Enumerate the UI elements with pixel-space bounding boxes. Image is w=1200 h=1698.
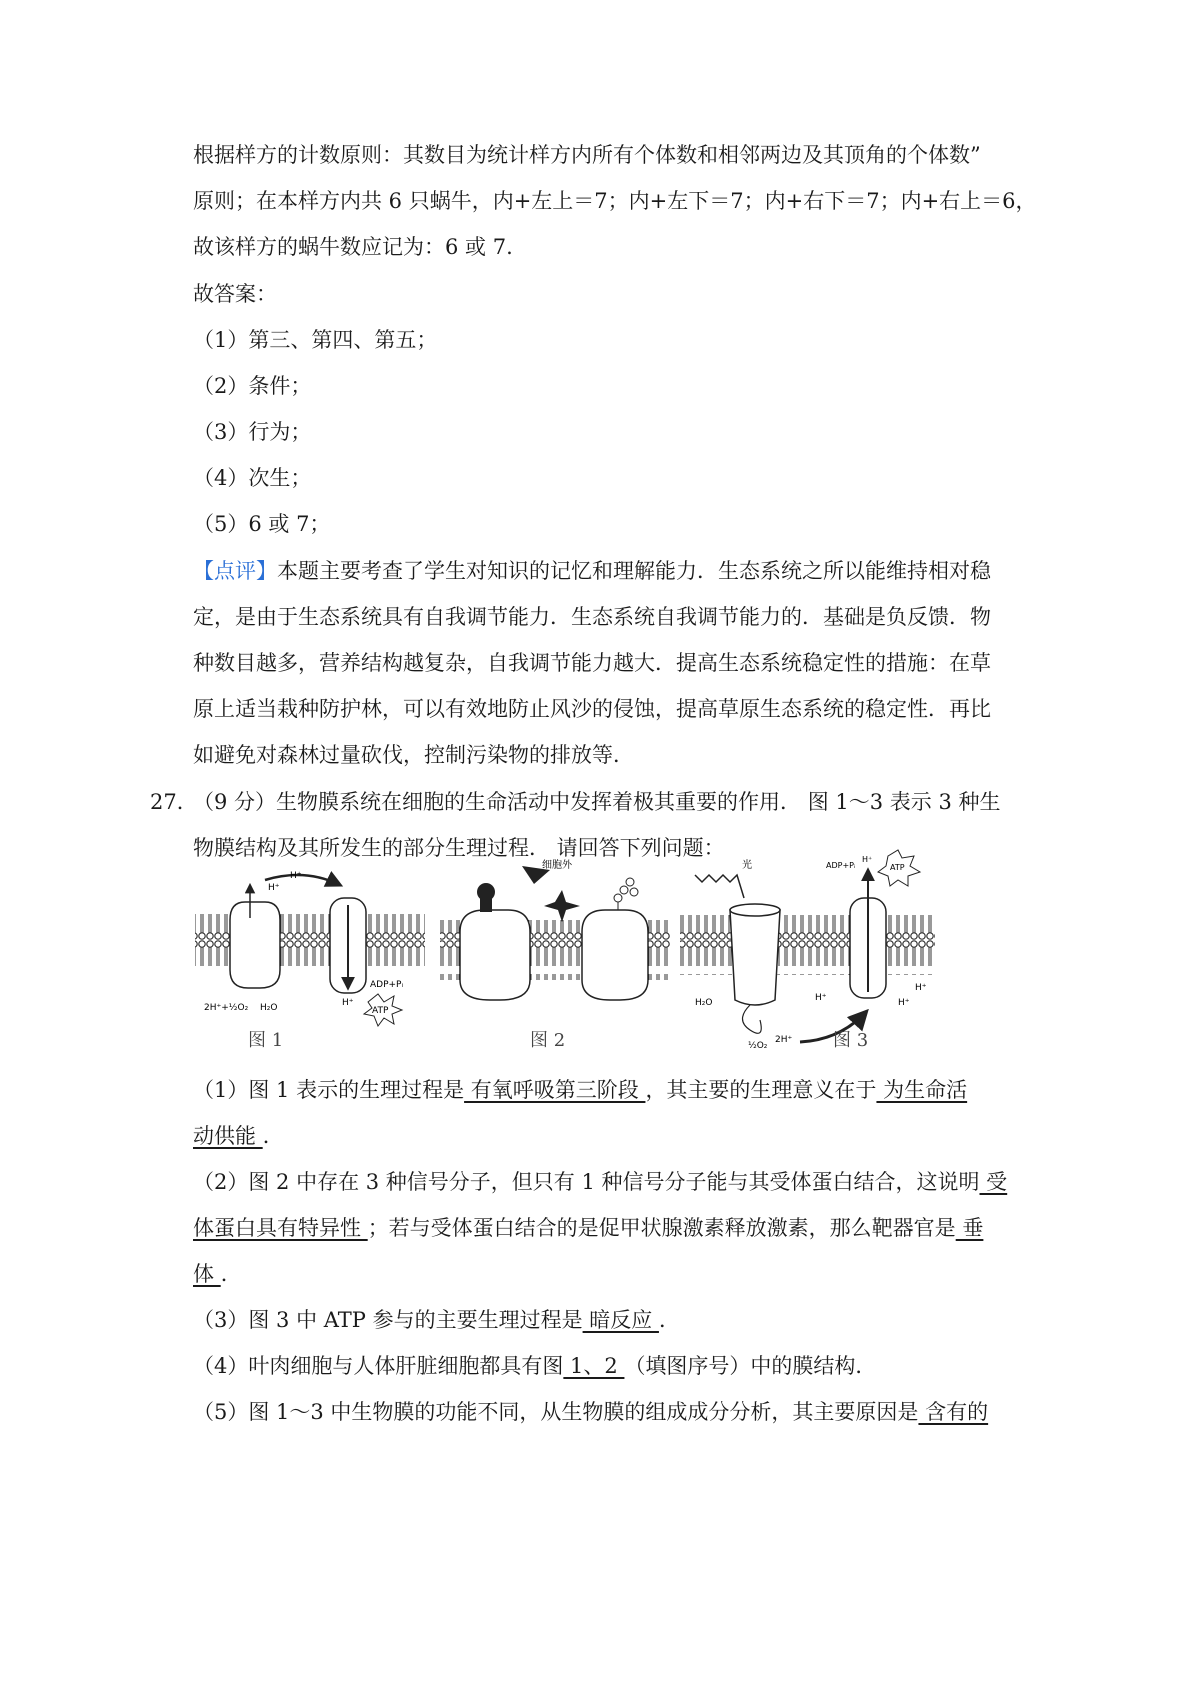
fig3-light-label: 光 [742,860,752,871]
q4-answer: 1、2 [563,1354,625,1378]
fig1-water-label: H₂O [260,1003,278,1013]
q3-text: （3）图 3 中 ATP 参与的主要生理过程是 [193,1308,583,1332]
question-line: （9 分）生物膜系统在细胞的生命活动中发挥着极其重要的作用． 图 1～3 表示 3 种生 [193,790,1001,814]
q1-answer-2: 为生命活 [876,1078,968,1102]
subquestion-2-cont [193,1259,242,1289]
answer-item: （4）次生； [193,466,312,490]
q2-text: （2）图 2 中存在 3 种信号分子，但只有 1 种信号分子能与其受体蛋白结合，这说明 [193,1170,980,1194]
question-line: 物膜结构及其所发生的部分生理过程． 请回答下列问题： [193,836,725,860]
membrane-figures [190,855,1010,1060]
question-number: 27． [150,790,198,814]
fig1-reaction-label: 2H⁺+½O₂ [204,1003,249,1013]
fig1-h-label: H⁺ [342,998,354,1008]
fig3-h-label: H⁺ [862,855,873,864]
q1-text: ，其主要的生理意义在于 [645,1078,877,1102]
subquestion-3 [193,1305,680,1335]
figure-1-caption: 图 1 [248,1030,284,1051]
q2-answer-cont: 体蛋白具有特异性 [193,1216,368,1240]
comment-line: 定，是由于生态系统具有自我调节能力．生态系统自我调节能力的．基础是负反馈．物 [193,605,991,629]
answer-item: （1）第三、第四、第五； [193,328,438,352]
subquestion-1-cont [193,1121,284,1151]
subquestion-2 [193,1167,1007,1197]
figure-2-caption: 图 2 [530,1030,566,1051]
q5-text: （5）图 1～3 中生物膜的功能不同，从生物膜的组成成分分析，其主要原因是 [193,1400,919,1424]
q4-text: （4）叶肉细胞与人体肝脏细胞都具有图 [193,1354,564,1378]
comment-line: 原上适当栽种防护林，可以有效地防止风沙的侵蚀，提高草原生态系统的稳定性．再比 [193,697,991,721]
fig3-water-label: H₂O [695,998,713,1008]
fig1-adp-label: ADP+Pᵢ [370,980,404,990]
fig3-h-label: H⁺ [898,998,910,1008]
q1-end: ． [262,1124,284,1148]
fig1-h-label: H⁺ [290,871,302,881]
q1-answer-2-cont: 动供能 [193,1124,263,1148]
answer-item: （2）条件； [193,374,312,398]
comment-line [193,556,991,586]
analysis-line: 原则；在本样方内共 6 只蜗牛，内+左上＝7；内+左下＝7；内+右下＝7；内+右上＝6， [193,189,1037,213]
q2-answer-2-cont: 体 [193,1262,221,1286]
figure-1 [195,871,425,1026]
fig3-o2-label: ½O₂ [748,1041,768,1051]
comment-line: 种数目越多，营养结构越复杂，自我调节能力越大．提高生态系统稳定性的措施：在草 [193,651,991,675]
q2-end: ． [220,1262,242,1286]
q1-text: （1）图 1 表示的生理过程是 [193,1078,465,1102]
analysis-line: 故该样方的蜗牛数应记为：6 或 7. [193,235,513,259]
figure-3-caption: 图 3 [833,1030,869,1051]
subquestion-2-cont [193,1213,983,1243]
analysis-line: 根据样方的计数原则：其数目为统计样方内所有个体数和相邻两边及其顶角的个体数” [193,143,981,167]
q2-answer-2: 垂 [955,1216,984,1240]
fig2-outside-label: 细胞外 [542,860,572,871]
subquestion-4 [193,1351,876,1381]
comment-text: 本题主要考查了学生对知识的记忆和理解能力．生态系统之所以能维持相对稳 [277,559,991,583]
answer-item: （5）6 或 7； [193,512,331,536]
subquestion-5 [193,1397,988,1427]
q3-answer: 暗反应 [582,1308,659,1332]
q1-answer: 有氧呼吸第三阶段 [464,1078,646,1102]
answer-heading: 故答案： [193,282,277,306]
fig1-atp-label: ATP [372,1006,389,1016]
fig3-h-label: H⁺ [915,983,927,993]
fig1-h-label: H⁺ [268,883,280,893]
q2-answer: 受 [979,1170,1008,1194]
figure-2 [440,858,670,1000]
fig3-adp-label: ADP+Pᵢ [826,861,856,870]
fig3-atp-label: ATP [890,863,905,872]
fig3-h-label: H⁺ [815,993,827,1003]
answer-item: （3）行为； [193,420,312,444]
comment-tag: 【点评】 [193,559,277,583]
fig3-2h-label: 2H⁺ [775,1035,793,1045]
subquestion-1 [193,1075,967,1105]
comment-line: 如避免对森林过量砍伐，控制污染物的排放等． [193,743,634,767]
q5-answer: 含有的 [918,1400,989,1424]
q4-text: （填图序号）中的膜结构． [624,1354,877,1378]
q2-text: ；若与受体蛋白结合的是促甲状腺激素释放激素，那么靶器官是 [367,1216,956,1240]
q3-end: ． [658,1308,680,1332]
figure-3 [680,850,935,1051]
